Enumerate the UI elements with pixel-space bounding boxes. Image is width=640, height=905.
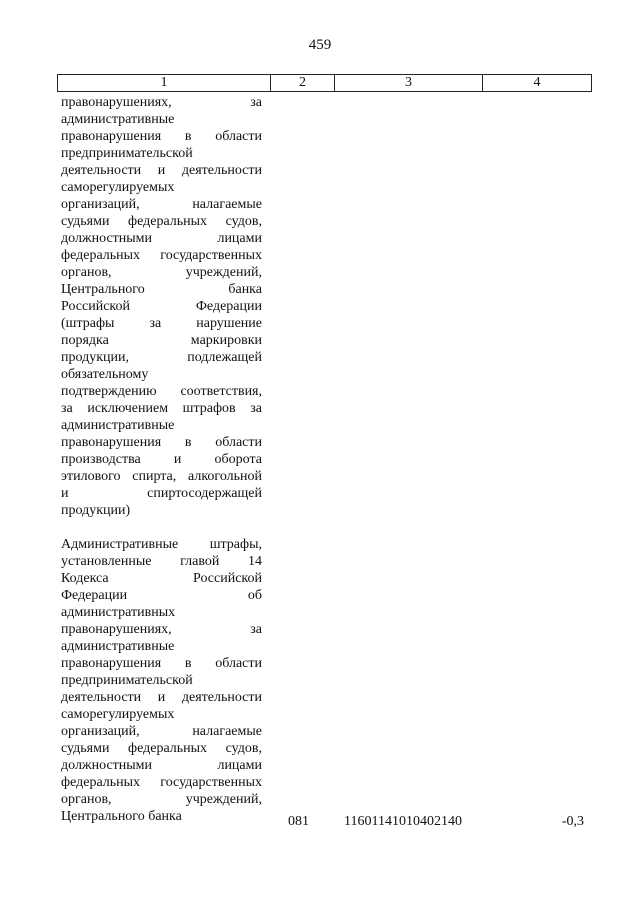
text-line: судьями федеральных судов, [61, 214, 262, 229]
text-line: организаций, налагаемые [61, 724, 262, 739]
page-number: 459 [308, 37, 332, 53]
text-line: Административные штрафы, [61, 537, 262, 552]
text-line: федеральных государственных [61, 775, 262, 790]
text-line: правонарушения в области [61, 129, 262, 144]
description-block-continued [61, 94, 262, 519]
text-line: органов, учреждений, [61, 265, 262, 280]
text-line: правонарушениях, за [61, 95, 262, 110]
text-line: предпринимательской [61, 146, 193, 161]
text-line: судьями федеральных судов, [61, 741, 262, 756]
text-line: продукции) [61, 503, 131, 518]
header-col-2: 2 [271, 75, 335, 92]
text-line: саморегулируемых [61, 180, 175, 195]
text-line: административные [61, 418, 175, 433]
text-line: Российской Федерации [61, 299, 262, 314]
text-line: деятельности и деятельности [61, 163, 262, 178]
text-line: Федерации об [61, 588, 262, 603]
text-line: этилового спирта, алкогольной [61, 469, 262, 484]
text-line: саморегулируемых [61, 707, 175, 722]
text-line: федеральных государственных [61, 248, 262, 263]
text-line: и спиртосодержащей [61, 486, 262, 501]
text-line: организаций, налагаемые [61, 197, 262, 212]
text-line: установленные главой 14 [61, 554, 262, 569]
text-line: производства и оборота [61, 452, 262, 467]
text-line: правонарушения в области [61, 435, 262, 450]
text-line: подтверждению соответствия, [61, 384, 262, 399]
text-line: порядка маркировки [61, 333, 262, 348]
text-line: должностными лицами [61, 758, 262, 773]
text-line: (штрафы за нарушение [61, 316, 262, 331]
description-block-fines [61, 536, 262, 825]
header-col-1: 1 [58, 75, 271, 92]
table-header [57, 74, 592, 92]
text-line: за исключением штрафов за [61, 401, 262, 416]
admin-code-cell: 081 [288, 814, 309, 829]
text-line: правонарушения в области [61, 656, 262, 671]
text-line: должностными лицами [61, 231, 262, 246]
text-line: административные [61, 112, 175, 127]
amount-cell: -0,3 [561, 814, 584, 829]
text-line: органов, учреждений, [61, 792, 262, 807]
text-line: административные [61, 639, 175, 654]
text-line: продукции, подлежащей [61, 350, 262, 365]
text-line: Кодекса Российской [61, 571, 262, 586]
text-line: правонарушениях, за [61, 622, 262, 637]
header-col-3: 3 [335, 75, 483, 92]
header-col-4: 4 [483, 75, 592, 92]
text-line: Центрального банка [61, 809, 182, 824]
text-line: предпринимательской [61, 673, 193, 688]
text-line: административных [61, 605, 176, 620]
text-line: обязательному [61, 367, 149, 382]
text-line: Центрального банка [61, 282, 262, 297]
budget-classification-code-cell: 11601141010402140 [344, 814, 462, 829]
text-line: деятельности и деятельности [61, 690, 262, 705]
table-header-row [58, 75, 592, 92]
